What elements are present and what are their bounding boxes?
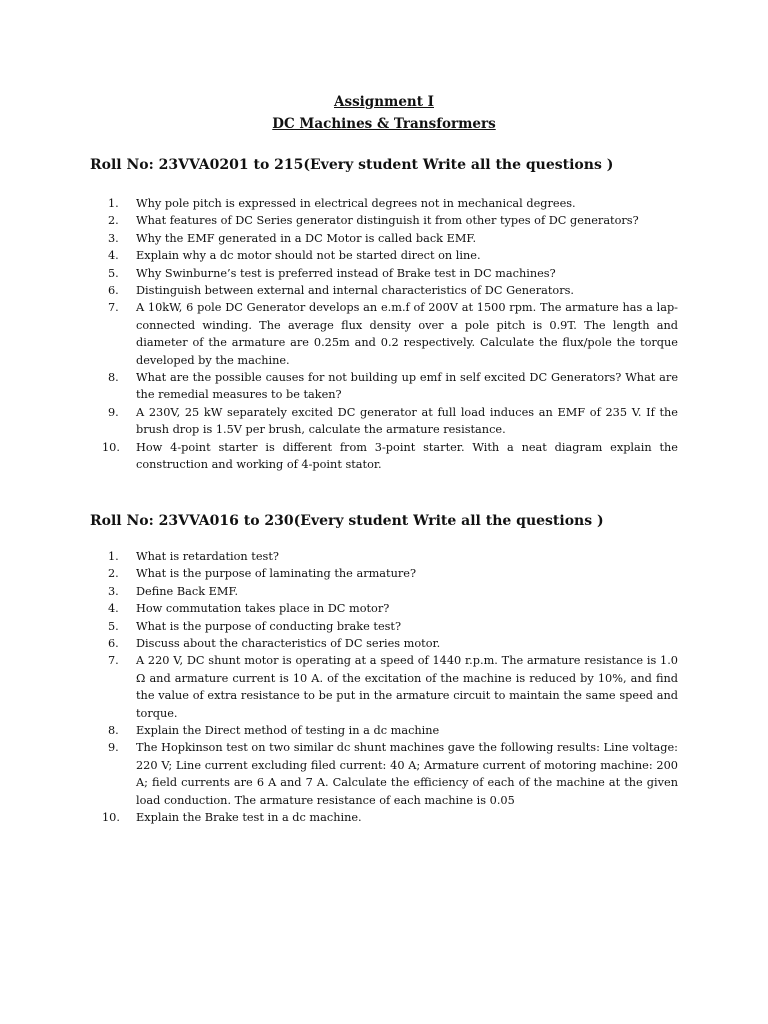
list-item [108, 265, 678, 282]
assignment-title: Assignment I [334, 94, 434, 110]
list-item [108, 299, 678, 369]
question-text: Distinguish between external and internal characteristics of DC Generators. [136, 284, 575, 298]
list-item [108, 230, 678, 247]
question-text: Explain the Brake test in a dc machine. [136, 811, 362, 825]
question-number: 7. [108, 654, 119, 668]
question-number: 4. [108, 602, 119, 616]
section-1-heading: Roll No: 23VVA0201 to 215(Every student Write all the questions ) [90, 157, 614, 173]
question-number: 1. [108, 197, 119, 210]
question-number: 5. [108, 266, 119, 280]
list-item [102, 809, 678, 826]
question-text: Why Swinburne’s test is preferred instead of Brake test in DC machines? [136, 266, 556, 280]
assignment-subtitle: DC Machines & Transformers [272, 116, 496, 132]
question-number: 4. [108, 249, 119, 263]
list-item [108, 635, 678, 652]
question-number: 2. [108, 567, 119, 581]
question-number: 9. [108, 741, 119, 755]
question-text: Discuss about the characteristics of DC series motor. [136, 637, 441, 651]
list-item [108, 739, 678, 809]
question-text: How 4-point starter is different from 3-point starter. With a neat diagram explain the construction and working of 4-point stator. [136, 440, 678, 472]
question-number: 3. [108, 231, 119, 245]
question-text: What is the purpose of laminating the armature? [136, 567, 417, 581]
question-number: 10. [102, 811, 120, 825]
question-number: 6. [108, 637, 119, 651]
question-text: Why the EMF generated in a DC Motor is called back EMF. [136, 231, 477, 245]
list-item [108, 195, 678, 212]
list-item [108, 548, 678, 565]
list-item [108, 247, 678, 264]
question-text: A 230V, 25 kW separately excited DC generator at full load induces an EMF of 235 V. If the brush drop is 1.5V per brush, calculate the armature resistance. [136, 405, 678, 437]
question-text: Explain the Direct method of testing in a dc machine [136, 724, 440, 738]
question-number: 8. [108, 724, 119, 738]
question-text: What are the possible causes for not building up emf in self excited DC Generators? What are the remedial measures to be taken? [136, 371, 678, 402]
question-text: Why pole pitch is expressed in electrical degrees not in mechanical degrees. [136, 197, 576, 210]
question-text: What features of DC Series generator distinguish it from other types of DC generators? [136, 214, 639, 228]
list-item [108, 282, 678, 299]
question-text: How commutation takes place in DC motor? [136, 602, 390, 616]
list-item [108, 583, 678, 600]
question-number: 2. [108, 214, 119, 228]
question-text: Explain why a dc motor should not be started direct on line. [136, 249, 481, 263]
list-item [102, 439, 678, 474]
question-number: 3. [108, 584, 119, 598]
question-number: 5. [108, 619, 119, 633]
question-number: 9. [108, 405, 119, 419]
section-2-question-list [102, 548, 678, 827]
list-item [108, 618, 678, 635]
question-number: 7. [108, 301, 119, 315]
question-text: What is the purpose of conducting brake test? [136, 619, 402, 633]
question-number: 10. [102, 440, 120, 454]
section-2-heading: Roll No: 23VVA016 to 230(Every student Write all the questions ) [90, 513, 604, 529]
list-item [108, 722, 678, 739]
question-number: 8. [108, 371, 119, 385]
question-number: 1. [108, 550, 119, 563]
question-text: Define Back EMF. [136, 584, 239, 598]
question-text: A 220 V, DC shunt motor is operating at a speed of 1440 r.p.m. The armature resistance is 1.0 Ω and armature current is 10 A. of the excitation of the machine is reduced by 10%, and find the value of extra resistance to be put in the armature circuit to maintain the same speed and torque. [136, 654, 678, 720]
list-item [108, 404, 678, 439]
question-text: A 10kW, 6 pole DC Generator develops an e.m.f of 200V at 1500 rpm. The armature has a lap- connected winding. The average flux density over a pole pitch is 0.9T. The length and diameter of the armature are 0.25m and 0.2 respectively. Calculate the flux/pole the torque developed by the machine. [136, 301, 678, 367]
list-item [108, 652, 678, 722]
question-text: The Hopkinson test on two similar dc shunt machines gave the following results: Line voltage: 220 V; Line current excluding filed current: 40 A; Armature current of motoring machine: 200 A; field currents are 6 A and 7 A. Calculate the efficiency of each of the machine at the given load conduction. The armature resistance of each machine is 0.05 [136, 741, 678, 807]
section-1-question-list [102, 195, 678, 474]
list-item [108, 565, 678, 582]
list-item [108, 369, 678, 404]
list-item [108, 600, 678, 617]
list-item [108, 212, 678, 229]
question-text: What is retardation test? [136, 550, 279, 563]
question-number: 6. [108, 284, 119, 298]
